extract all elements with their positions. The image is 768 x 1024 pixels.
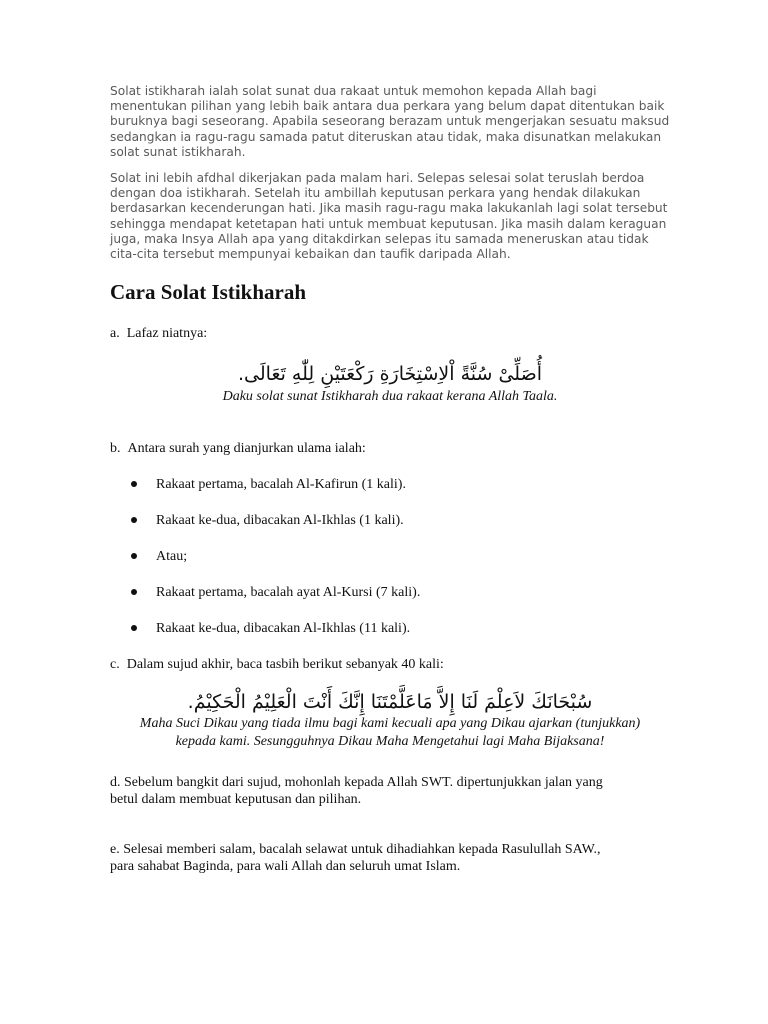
section-e-line-2: para sahabat Baginda, para wali Allah dan seluruh umat Islam. <box>110 859 461 875</box>
section-a-arabic-niat: أُصَلِّىْ سُنَّةً اْلاِسْتِخَارَةِ رَكْعَتَيْنِ لِلّٰهِ تَعَالَى. <box>237 363 543 386</box>
list-item <box>110 512 670 529</box>
section-b-marker: b. <box>110 441 121 457</box>
list-item-text: Atau; <box>156 549 188 565</box>
section-b-label: Antara surah yang dianjurkan ulama ialah: <box>127 441 366 457</box>
section-c-marker: c. <box>110 657 120 673</box>
section-c-label: Dalam sujud akhir, baca tasbih berikut sebanyak 40 kali: <box>126 657 444 673</box>
section-a <box>110 325 670 406</box>
list-item-text: Rakaat pertama, bacalah Al-Kafirun (1 kali). <box>156 477 406 493</box>
list-item <box>110 548 670 565</box>
section-a-label: Lafaz niatnya: <box>126 326 208 342</box>
section-e <box>110 841 670 875</box>
list-item-text: Rakaat ke-dua, dibacakan Al-Ikhlas (11 kali). <box>156 621 411 637</box>
section-c-translation-line-2: kepada kami. Sesungguhnya Dikau Maha Mengetahui lagi Maha Bijaksana! <box>175 734 605 750</box>
bullet-icon <box>131 517 137 523</box>
section-e-line-1: e. Selesai memberi salam, bacalah selawat untuk dihadiahkan kepada Rasulullah SAW., <box>110 842 601 858</box>
section-a-translation: Daku solat sunat Istikharah dua rakaat kerana Allah Taala. <box>222 389 558 405</box>
section-a-label-line <box>110 325 670 342</box>
section-heading: Cara Solat Istikharah <box>110 280 307 305</box>
bullet-icon <box>131 589 137 595</box>
list-item <box>110 620 670 637</box>
section-c <box>110 656 670 751</box>
section-b-label-line <box>110 440 670 457</box>
list-item <box>110 476 670 493</box>
section-b <box>110 440 670 637</box>
bullet-icon <box>131 625 137 631</box>
section-c-translation-line-1: Maha Suci Dikau yang tiada ilmu bagi kami kecuali apa yang Dikau ajarkan (tunjukkan) <box>139 716 641 732</box>
list-item-text: Rakaat pertama, bacalah ayat Al-Kursi (7 kali). <box>156 585 421 601</box>
intro-paragraph-2: Solat ini lebih afdhal dikerjakan pada malam hari. Selepas selesai solat teruslah berdoa dengan doa istikharah. Setelah itu ambillah keputusan perkara yang hendak dilakukan berdasarkan kecenderungan hati. Jika masih ragu-ragu maka lakukanlah lagi solat tersebut sehingga mendapat ketetapan hati untuk membuat keputusan. Jika masih dalam keraguan juga, maka Insya Allah apa yang ditakdirkan selepas itu samada meneruskan atau tidak cita-cita tersebut mempunyai kebaikan dan taufik daripada Allah. <box>110 171 668 262</box>
bullet-icon <box>131 553 137 559</box>
section-a-marker: a. <box>110 326 120 342</box>
section-d <box>110 774 670 808</box>
section-c-label-line <box>110 656 670 673</box>
list-item-text: Rakaat ke-dua, dibacakan Al-Ikhlas (1 kali). <box>156 513 404 529</box>
intro-paragraph-1: Solat istikharah ialah solat sunat dua rakaat untuk memohon kepada Allah bagi menentukan pilihan yang lebih baik antara dua perkara yang belum dapat ditentukan baik buruknya bagi seseorang. Apabila seseorang berazam untuk mengerjakan sesuatu maksud sedangkan ia ragu-ragu samada patut diteruskan atau tidak, maka disunatkan melakukan solat sunat istikharah. <box>110 84 670 159</box>
section-c-arabic-tasbih: سُبْحَانَكَ لاَعِلْمَ لَنَا إِلاَّ مَاعَلَّمْتَنَا إِنَّكَ أَنْتَ الْعَلِيْمُ الْحَكِيْمُ. <box>187 691 593 714</box>
section-d-line-2: betul dalam membuat keputusan dan pilihan. <box>110 792 362 808</box>
surah-list <box>110 476 670 637</box>
list-item <box>110 584 670 601</box>
document-page <box>110 84 670 875</box>
section-d-line-1: d. Sebelum bangkit dari sujud, mohonlah kepada Allah SWT. dipertunjukkan jalan yang <box>110 775 603 791</box>
bullet-icon <box>131 481 137 487</box>
